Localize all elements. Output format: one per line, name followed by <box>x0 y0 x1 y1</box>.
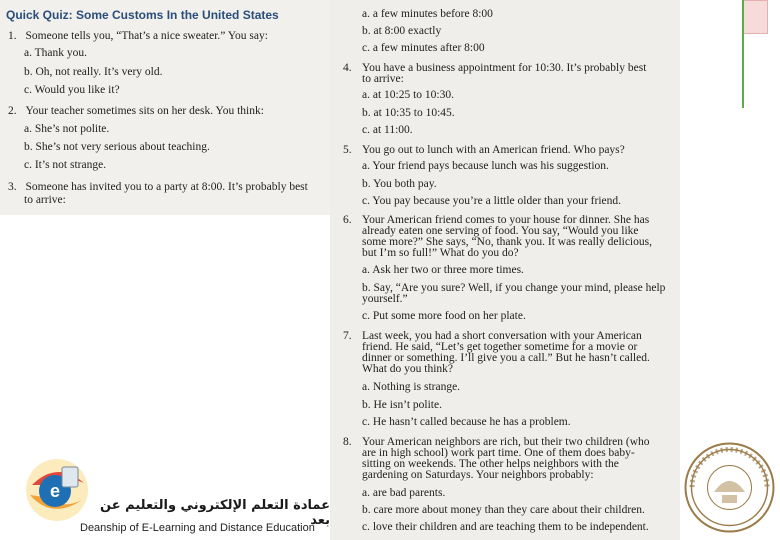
question-text: gardening on Saturdays. Your neighbors probably: <box>362 469 594 481</box>
question-1 <box>8 30 268 43</box>
question-text: Someone has invited you to a party at 8:00. It’s probably best <box>25 181 308 193</box>
question-text: Last week, you had a short conversation with your American <box>362 330 642 342</box>
question-text: Your American friend comes to your house for dinner. She has <box>362 214 650 226</box>
question-text: You go out to lunch with an American friend. Who pays? <box>362 144 625 156</box>
question-text: Your American neighbors are rich, but their two children (who <box>362 436 650 448</box>
option: b. Oh, not really. It’s very old. <box>24 66 163 78</box>
question-number: 8. <box>343 436 352 448</box>
question-3 <box>8 181 308 194</box>
option: c. It’s not strange. <box>24 159 107 171</box>
question-text: but I’m so full!” What do you do? <box>362 247 519 259</box>
svg-text:e: e <box>49 481 61 501</box>
option: a. Nothing is strange. <box>362 381 461 393</box>
option: b. She’s not very serious about teaching. <box>24 141 210 153</box>
question-text: Someone tells you, “That’s a nice sweater.” You say: <box>25 30 268 42</box>
question-text: to arrive: <box>362 73 404 85</box>
question-text-continued: to arrive: <box>24 194 66 206</box>
footer-english-title: Deanship of E-Learning and Distance Education <box>80 522 315 534</box>
question-number: 2. <box>8 105 17 117</box>
question-number: 5. <box>343 144 352 156</box>
option: a. She’s not polite. <box>24 123 110 135</box>
option: b. at 8:00 exactly <box>362 25 442 37</box>
option: a. Thank you. <box>24 47 88 59</box>
question-number: 4. <box>343 62 352 74</box>
option: c. He hasn’t called because he has a problem. <box>362 416 571 428</box>
question-text: are in high school) work part time. One of them does baby- <box>362 447 635 459</box>
option: a. a few minutes before 8:00 <box>362 8 493 20</box>
question-text: Your teacher sometimes sits on her desk. You think: <box>25 105 264 117</box>
question-number: 1. <box>8 30 17 42</box>
option: yourself.” <box>362 293 408 305</box>
question-text: sitting on weekends. The other helps neighbors with the <box>362 458 619 470</box>
elearning-logo-icon <box>22 455 92 525</box>
option: c. Put some more food on her plate. <box>362 310 526 322</box>
option: a. Your friend pays because lunch was his suggestion. <box>362 160 609 172</box>
option: a. are bad parents. <box>362 487 446 499</box>
option: c. love their children and are teaching them to be independent. <box>362 521 649 533</box>
option: b. He isn’t polite. <box>362 399 442 411</box>
question-text: some more?” She says, “No, thank you. It was really delicious, <box>362 236 652 248</box>
question-number: 7. <box>343 330 352 342</box>
option: b. care more about money than they care about their children. <box>362 504 645 516</box>
question-number: 3. <box>8 181 17 193</box>
question-text: dinner or something. I’ll give you a call.” But he hasn’t called. <box>362 352 650 364</box>
question-text: You have a business appointment for 10:30. It’s probably best <box>362 62 647 74</box>
option: b. You both pay. <box>362 178 437 190</box>
option: c. Would you like it? <box>24 84 120 96</box>
university-seal-icon <box>682 440 777 535</box>
option: c. at 11:00. <box>362 124 413 136</box>
option: a. at 10:25 to 10:30. <box>362 89 454 101</box>
question-number: 6. <box>343 214 352 226</box>
option: b. at 10:35 to 10:45. <box>362 107 455 119</box>
option: a. Ask her two or three more times. <box>362 264 524 276</box>
option: b. Say, “Are you sure? Well, if you change your mind, please help <box>362 282 666 294</box>
question-text: already eaten one serving of food. You say, “Would you like <box>362 225 639 237</box>
accent-bar <box>742 0 770 108</box>
question-text: What do you think? <box>362 363 454 375</box>
option: c. a few minutes after 8:00 <box>362 42 485 54</box>
question-text: friend. He said, “Let’s get together sometime for a movie or <box>362 341 638 353</box>
quiz-title: Quick Quiz: Some Customs In the United States <box>6 8 279 22</box>
footer-arabic-title: عمادة التعلم الإلكتروني والتعليم عن بعد <box>100 498 330 528</box>
option: c. You pay because you’re a little older than your friend. <box>362 195 621 207</box>
question-2 <box>8 105 264 118</box>
